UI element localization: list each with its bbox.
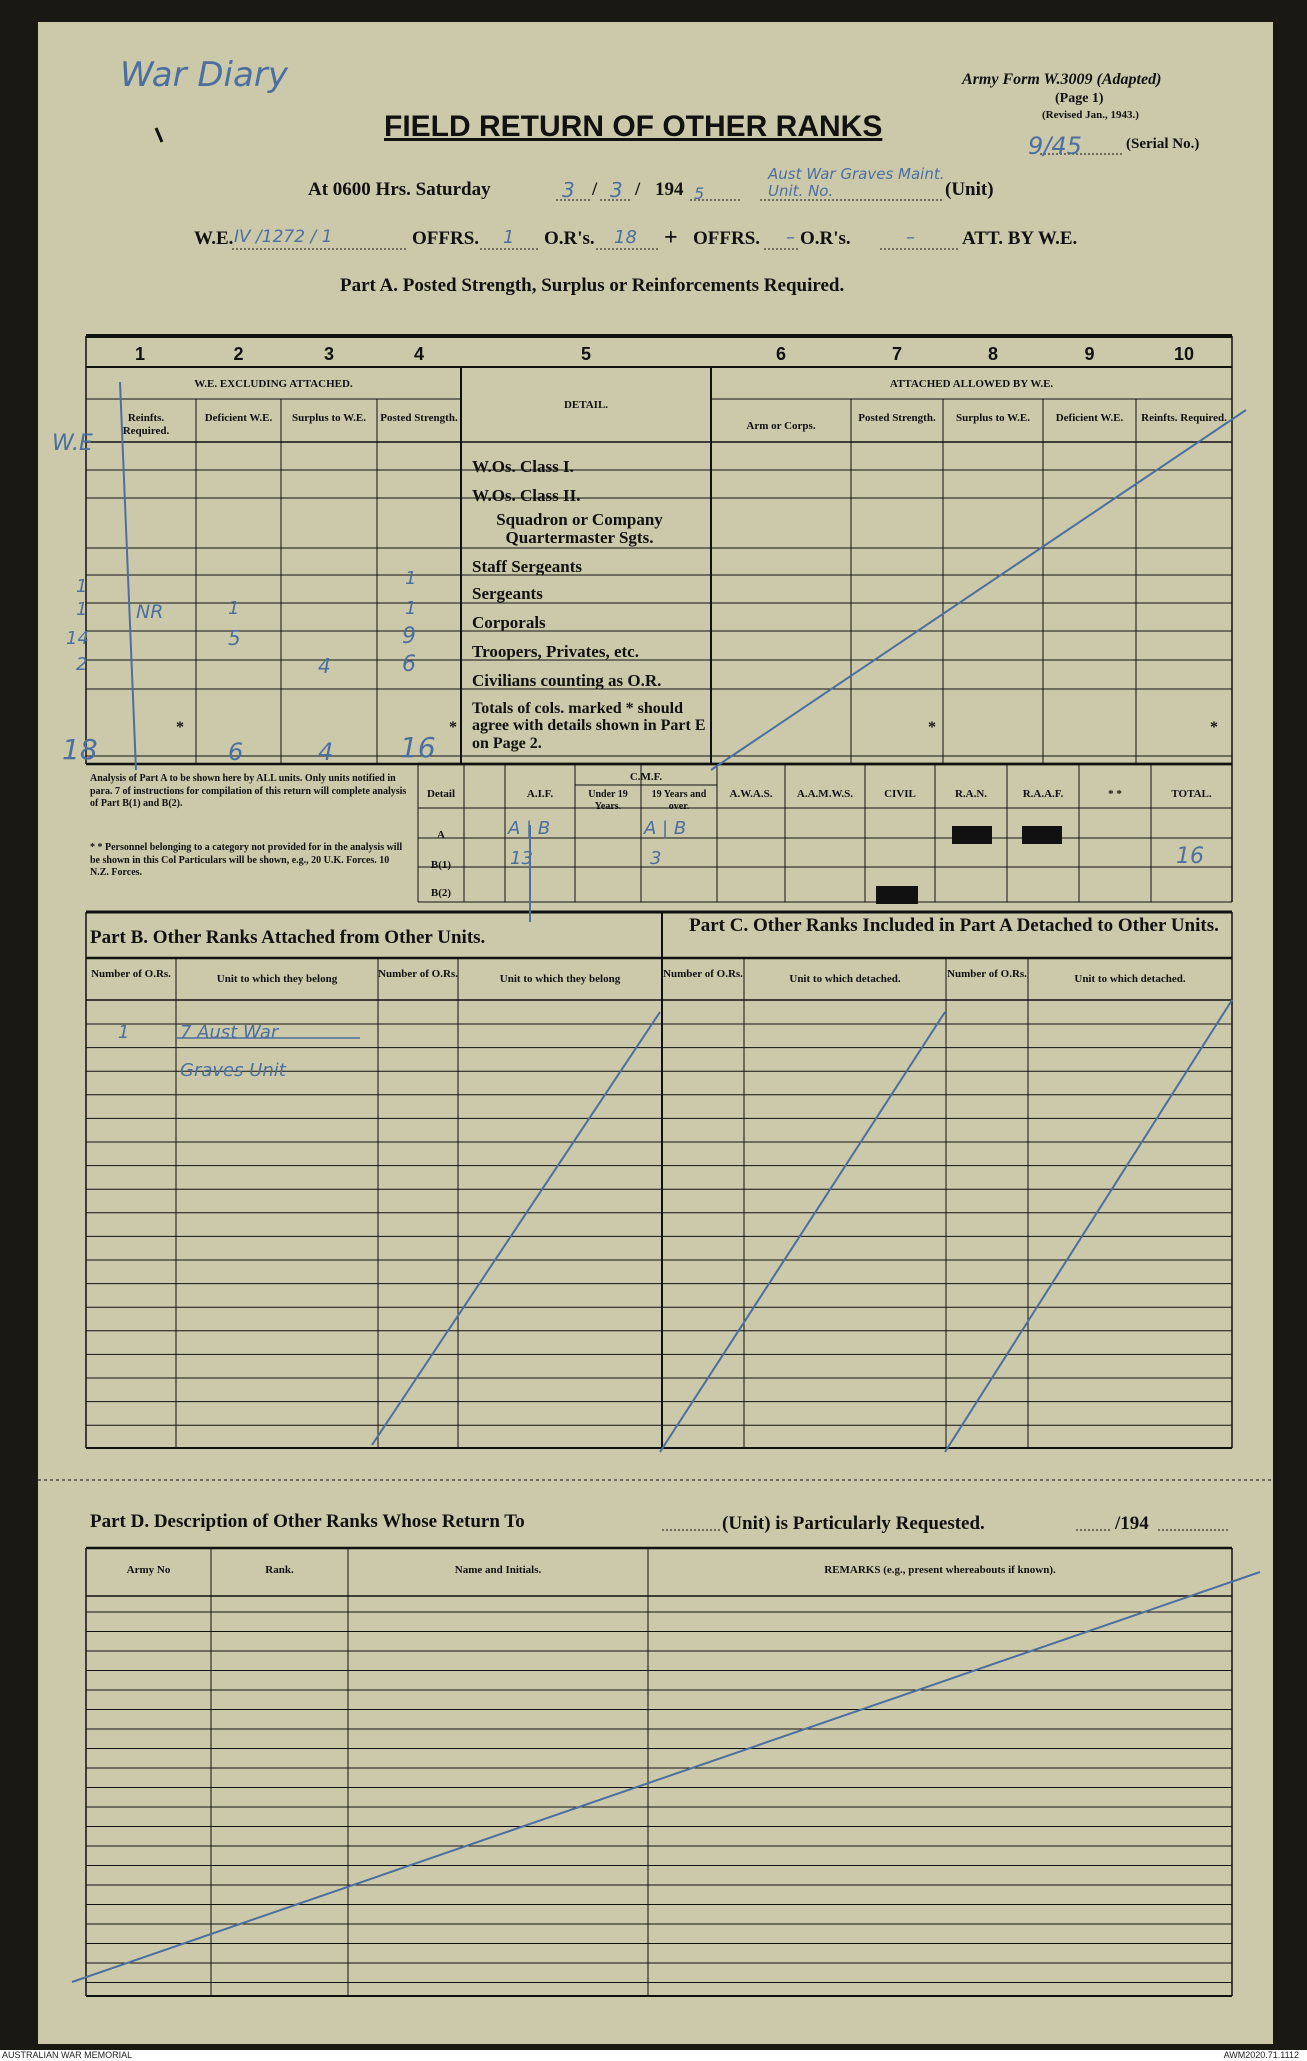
margin-value: 14 (66, 628, 89, 649)
nr-note: NR (136, 601, 164, 623)
att-posted-strength-header: Posted Strength. (858, 412, 936, 424)
part-b-unit-header: Unit to which they belong (499, 973, 621, 985)
col-number: 3 (323, 344, 334, 364)
pencil-margin-line (120, 382, 136, 770)
archive-footer (0, 2050, 1307, 2061)
margin-total: 18 (62, 733, 98, 766)
revision-note: (Revised Jan., 1943.) (1042, 109, 1139, 121)
part-b-entry-unit: Graves Unit (180, 1060, 286, 1081)
star-marker: * (449, 719, 457, 736)
reinfts-required-header: Reinfts. Required. (122, 412, 170, 438)
army-no-header: Army No (126, 1564, 171, 1576)
pencil-strike-part-c (660, 1012, 945, 1452)
cmf-value: 3 (650, 848, 662, 869)
footer-right: AWM2020.71.1112 (1223, 2050, 1299, 2060)
part-d-title: Part D. Description of Other Ranks Whose Return To (90, 1511, 525, 1532)
we-label: W.E. (194, 228, 234, 249)
part-c-unit-header: Unit to which detached. (1074, 973, 1186, 985)
serial-value: 9/45 (1028, 132, 1082, 160)
name-initials-header: Name and Initials. (454, 1564, 542, 1576)
col-number: 7 (891, 344, 902, 364)
part-c-number-header: Number of O.Rs. (663, 968, 743, 980)
date-sep-1: / (592, 179, 598, 200)
analysis-detail-header: Detail (426, 788, 456, 800)
analysis-note-1: Analysis of Part A to be shown here by ALL units. Only units notified in para. 7 of instructions for compilation of this return will complete analysis of Part B(1) and B(2). (90, 773, 407, 809)
margin-value: 1 (76, 599, 88, 620)
aif-header: A.I.F. (526, 788, 554, 800)
part-d-title-suffix: (Unit) is Particularly Requested. (722, 1513, 985, 1534)
unit-value: Aust War Graves Maint. Unit. No. (768, 165, 945, 200)
col-number: 9 (1084, 344, 1095, 364)
plus-sign: + (664, 225, 678, 251)
ors-value: 18 (614, 227, 637, 248)
detail-row: Troopers, Privates, etc. (472, 642, 639, 661)
posted-value: 1 (405, 568, 417, 589)
form-id: Army Form W.3009 (Adapted) (962, 71, 1162, 88)
pencil-strike-part-a (711, 410, 1246, 770)
cmf-ab-note: A | B (644, 818, 687, 839)
surplus-total: 4 (318, 738, 334, 766)
detail-header: DETAIL. (563, 399, 609, 411)
analysis-row-label: B(1) (430, 859, 452, 871)
att-surplus-header: Surplus to W.E. (956, 412, 1030, 424)
ors2-value: – (906, 227, 915, 248)
raaf-header: R.A.A.F. (1022, 788, 1064, 800)
we-value: IV /1272 / 1 (234, 227, 333, 247)
remarks-header: REMARKS (e.g., present whereabouts if known). (824, 1564, 1056, 1576)
offrs-value: 1 (503, 227, 515, 248)
detail-row: Staff Sergeants (472, 557, 583, 576)
war-diary-note: War Diary (120, 55, 288, 95)
detail-row: W.Os. Class I. (472, 457, 574, 476)
col-number: 1 (134, 344, 145, 364)
posted-value: 6 (402, 652, 416, 677)
we-excluding-header: W.E. EXCLUDING ATTACHED. (194, 378, 353, 390)
cmf-header: C.M.F. (629, 771, 663, 783)
form-title: FIELD RETURN OF OTHER RANKS (384, 110, 883, 143)
pencil-strike-part-b (372, 1012, 660, 1445)
arm-corps-header: Arm or Corps. (746, 420, 816, 432)
analysis-total-value: 16 (1176, 844, 1204, 869)
part-b-number-header: Number of O.Rs. (91, 968, 171, 980)
part-b-entry-unit: 7 Aust War (180, 1022, 279, 1043)
col-number: 5 (580, 344, 591, 364)
attached-allowed-header: ATTACHED ALLOWED BY W.E. (889, 378, 1054, 390)
date-year-digit: 5 (694, 184, 705, 203)
redaction-block (1022, 826, 1062, 844)
part-b-unit-header: Unit to which they belong (216, 973, 338, 985)
unit-label: (Unit) (945, 179, 994, 200)
aamws-header: A.A.M.W.S. (796, 788, 854, 800)
part-c-number-header: Number of O.Rs. (947, 968, 1027, 980)
att-label: ATT. BY W.E. (962, 228, 1078, 249)
detail-row: Corporals (472, 613, 546, 632)
col-number: 6 (775, 344, 786, 364)
col-number: 10 (1173, 344, 1195, 364)
col-number: 8 (987, 344, 998, 364)
col-number: 4 (413, 344, 424, 364)
detail-row: Civilians counting as O.R. (472, 671, 662, 690)
analysis-row-label: A (437, 829, 445, 841)
offrs2-label: OFFRS. (693, 228, 761, 249)
posted-total: 16 (400, 731, 436, 764)
posted-value: 9 (402, 624, 416, 649)
date-sep-2: / (635, 179, 641, 200)
part-b-number-header: Number of O.Rs. (378, 968, 458, 980)
ors-label: O.R's. (544, 228, 595, 249)
serial-label: (Serial No.) (1126, 136, 1200, 152)
ors2-label: O.R's. (800, 228, 851, 249)
redaction-block (876, 886, 918, 904)
pencil-strike-part-c2 (945, 1000, 1232, 1452)
detail-row: W.Os. Class II. (472, 486, 581, 505)
analysis-row-label: B(2) (430, 887, 452, 899)
surplus-we-header: Surplus to W.E. (292, 412, 366, 424)
margin-we: W.E (52, 431, 93, 456)
deficient-value: 1 (228, 598, 240, 619)
civil-header: CIVIL (884, 788, 916, 800)
cmf-19-over-header: 19 Years and over. (651, 789, 707, 812)
surplus-value: 4 (318, 654, 331, 678)
awas-header: A.W.A.S. (729, 788, 773, 800)
part-c-unit-header: Unit to which detached. (789, 973, 901, 985)
date-day: 3 (562, 178, 575, 202)
deficient-we-header: Deficient W.E. (204, 412, 273, 424)
aif-value: 13 (510, 848, 533, 869)
att-reinfts-header: Reinfts. Required. (1141, 412, 1227, 424)
star-marker: * (176, 719, 184, 736)
part-b-title: Part B. Other Ranks Attached from Other Units. (90, 927, 486, 948)
offrs2-value: – (786, 227, 795, 248)
date-year-prefix: 194 (655, 179, 684, 200)
detail-row: Totals of cols. marked * should agree with details shown in Part E on Page 2. (472, 700, 706, 752)
detail-row: Sergeants (472, 584, 543, 603)
att-deficient-header: Deficient W.E. (1055, 412, 1124, 424)
aif-ab-note: A | B (508, 818, 551, 839)
analysis-total-header: TOTAL. (1171, 788, 1212, 800)
star-marker: * (928, 719, 936, 736)
deficient-total: 6 (228, 738, 244, 766)
date-prefix: At 0600 Hrs. Saturday (308, 179, 491, 200)
part-d-date: /194 (1115, 1513, 1149, 1534)
margin-value: 1 (76, 576, 88, 597)
part-a-title: Part A. Posted Strength, Surplus or Reinforcements Required. (340, 275, 845, 296)
page-number: (Page 1) (1055, 91, 1104, 106)
detail-row: Squadron or Company Quartermaster Sgts. (496, 510, 663, 547)
part-b-entry-number: 1 (118, 1022, 130, 1043)
redaction-block (952, 826, 992, 844)
analysis-note-2: * * Personnel belonging to a category not provided for in the analysis will be shown in this Col Particulars will be shown, e.g., 20 U.K. Forces. 10 N.Z. Forces. (90, 842, 403, 878)
footer-left: AUSTRALIAN WAR MEMORIAL (2, 2050, 133, 2060)
pencil-strike-part-d (72, 1572, 1260, 1982)
deficient-value: 5 (228, 626, 241, 650)
other-category-header: * * (1108, 788, 1122, 800)
posted-value: 1 (405, 598, 417, 619)
rank-header: Rank. (265, 1564, 294, 1576)
pen-mark (156, 128, 162, 142)
cmf-under-19-header: Under 19 Years. (588, 789, 628, 812)
part-c-title: Part C. Other Ranks Included in Part A Detached to Other Units. (689, 915, 1219, 936)
date-month: 3 (610, 178, 623, 202)
ran-header: R.A.N. (954, 788, 988, 800)
posted-strength-header: Posted Strength. (380, 412, 458, 424)
offrs-label: OFFRS. (412, 228, 480, 249)
margin-value: 2 (76, 654, 88, 675)
star-marker: * (1210, 719, 1218, 736)
col-number: 2 (233, 344, 244, 364)
